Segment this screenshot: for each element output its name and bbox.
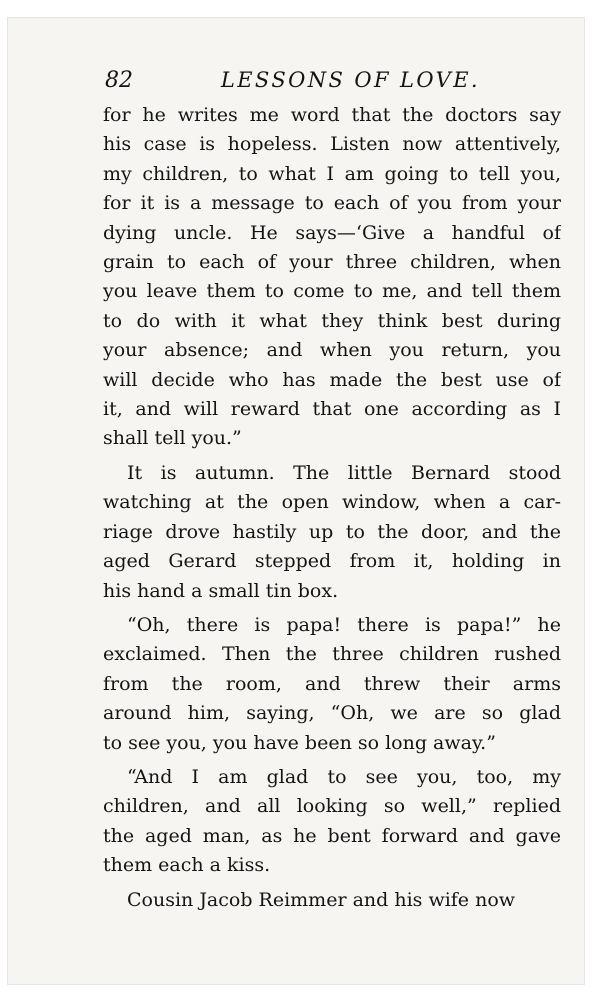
- text-line: for it is a message to each of you from your: [103, 192, 561, 215]
- paragraph: [103, 459, 561, 606]
- running-title: LESSONS OF LOVE.: [220, 68, 480, 92]
- text-line: “And I am glad to see you, too, my: [127, 765, 561, 788]
- paragraph: [103, 101, 561, 454]
- text-line: watching at the open window, when a car-: [103, 491, 561, 514]
- text-line: his case is hopeless. Listen now attentively,: [103, 133, 561, 156]
- text-line: to do with it what they think best during: [103, 309, 561, 332]
- text-line: dying uncle. He says—‘Give a handful of: [103, 221, 561, 244]
- text-line: shall tell you.”: [103, 427, 242, 450]
- body-text: [103, 101, 561, 920]
- text-line: riage drove hastily up to the door, and the: [103, 520, 561, 543]
- text-line: them each a kiss.: [103, 854, 271, 877]
- page-number: 82: [105, 68, 133, 93]
- paragraph: [103, 611, 561, 758]
- text-line: my children, to what I am going to tell you,: [103, 162, 561, 185]
- text-line: to see you, you have been so long away.”: [103, 731, 496, 754]
- text-line: It is autumn. The little Bernard stood: [127, 461, 561, 484]
- page-header: [105, 68, 480, 100]
- text-line: will decide who has made the best use of: [103, 368, 561, 391]
- text-line: your absence; and when you return, you: [103, 339, 561, 362]
- text-line: his hand a small tin box.: [103, 579, 339, 602]
- text-line: it, and will reward that one according as I: [103, 398, 561, 421]
- text-line: Cousin Jacob Reimmer and his wife now: [127, 888, 516, 911]
- paragraph: [103, 763, 561, 881]
- text-line: from the room, and threw their arms: [103, 672, 561, 695]
- text-line: grain to each of your three children, when: [103, 251, 561, 274]
- text-line: around him, saying, “Oh, we are so glad: [103, 702, 561, 725]
- text-line: the aged man, as he bent forward and gave: [103, 824, 561, 847]
- text-line: exclaimed. Then the three children rushed: [103, 643, 561, 666]
- text-line: “Oh, there is papa! there is papa!” he: [127, 613, 561, 636]
- text-line: for he writes me word that the doctors say: [103, 104, 561, 126]
- text-line: you leave them to come to me, and tell them: [103, 280, 561, 303]
- text-line: aged Gerard stepped from it, holding in: [103, 550, 561, 573]
- paragraph: [103, 886, 561, 915]
- text-line: children, and all looking so well,” replied: [103, 795, 561, 818]
